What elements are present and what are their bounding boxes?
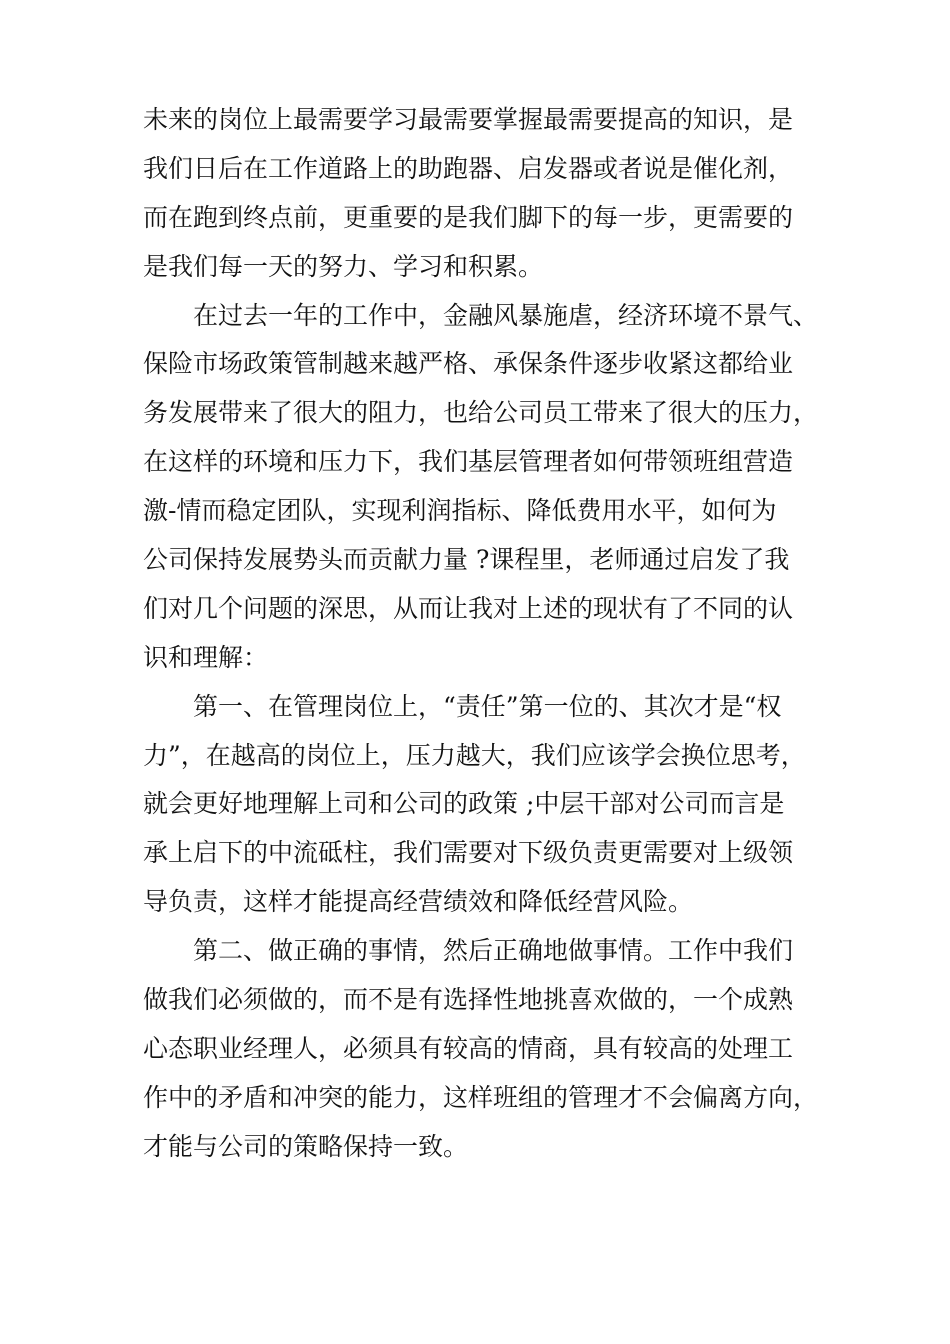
text-line: 才能与公司的策略保持一致。 [143, 1131, 469, 1161]
text-line: 做我们必须做的，而不是有选择性地挑喜欢做的，一个成熟 [143, 985, 794, 1015]
paragraph-first-line: 在过去一年的工作中，金融风暴施虐，经济环境不景气、 [143, 300, 819, 330]
text-line: 力”，在越高的岗位上，压力越大，我们应该学会换位思考， [143, 740, 806, 770]
text-line: 务发展带来了很大的阻力，也给公司员工带来了很大的压力， [143, 398, 819, 428]
text-line: 而在跑到终点前，更重要的是我们脚下的每一步，更需要的 [143, 202, 794, 232]
text-line: 识和理解： [143, 642, 269, 672]
document-body [143, 96, 843, 1172]
text-line: 公司保持发展势头而贡献力量 ?课程里，老师通过启发了我 [143, 545, 790, 575]
text-line: 激-情而稳定团队，实现利润指标、降低费用水平，如何为 [143, 496, 777, 526]
text-line: 我们日后在工作道路上的助跑器、启发器或者说是催化剂， [143, 153, 794, 183]
text-line: 在这样的环境和压力下，我们基层管理者如何带领班组营造 [143, 447, 794, 477]
paragraph-first-line: 第二、做正确的事情，然后正确地做事情。工作中我们 [143, 936, 794, 966]
text-line: 们对几个问题的深思，从而让我对上述的现状有了不同的认 [143, 593, 794, 623]
text-line: 导负责，这样才能提高经营绩效和降低经营风险。 [143, 887, 694, 917]
text-line: 是我们每一天的努力、学习和积累。 [143, 251, 544, 281]
text-line: 作中的矛盾和冲突的能力，这样班组的管理才不会偏离方向， [143, 1082, 819, 1112]
paragraph-first-line: 第一、在管理岗位上，“责任”第一位的、其次才是“权 [143, 691, 782, 721]
text-line: 承上启下的中流砥柱，我们需要对下级负责更需要对上级领 [143, 838, 794, 868]
text-line: 就会更好地理解上司和公司的政策 ;中层干部对公司而言是 [143, 789, 785, 819]
text-line: 保险市场政策管制越来越严格、承保条件逐步收紧这都给业 [143, 349, 794, 379]
text-line: 心态职业经理人，必须具有较高的情商，具有较高的处理工 [143, 1033, 794, 1063]
text-line: 未来的岗位上最需要学习最需要掌握最需要提高的知识，是 [143, 105, 794, 134]
